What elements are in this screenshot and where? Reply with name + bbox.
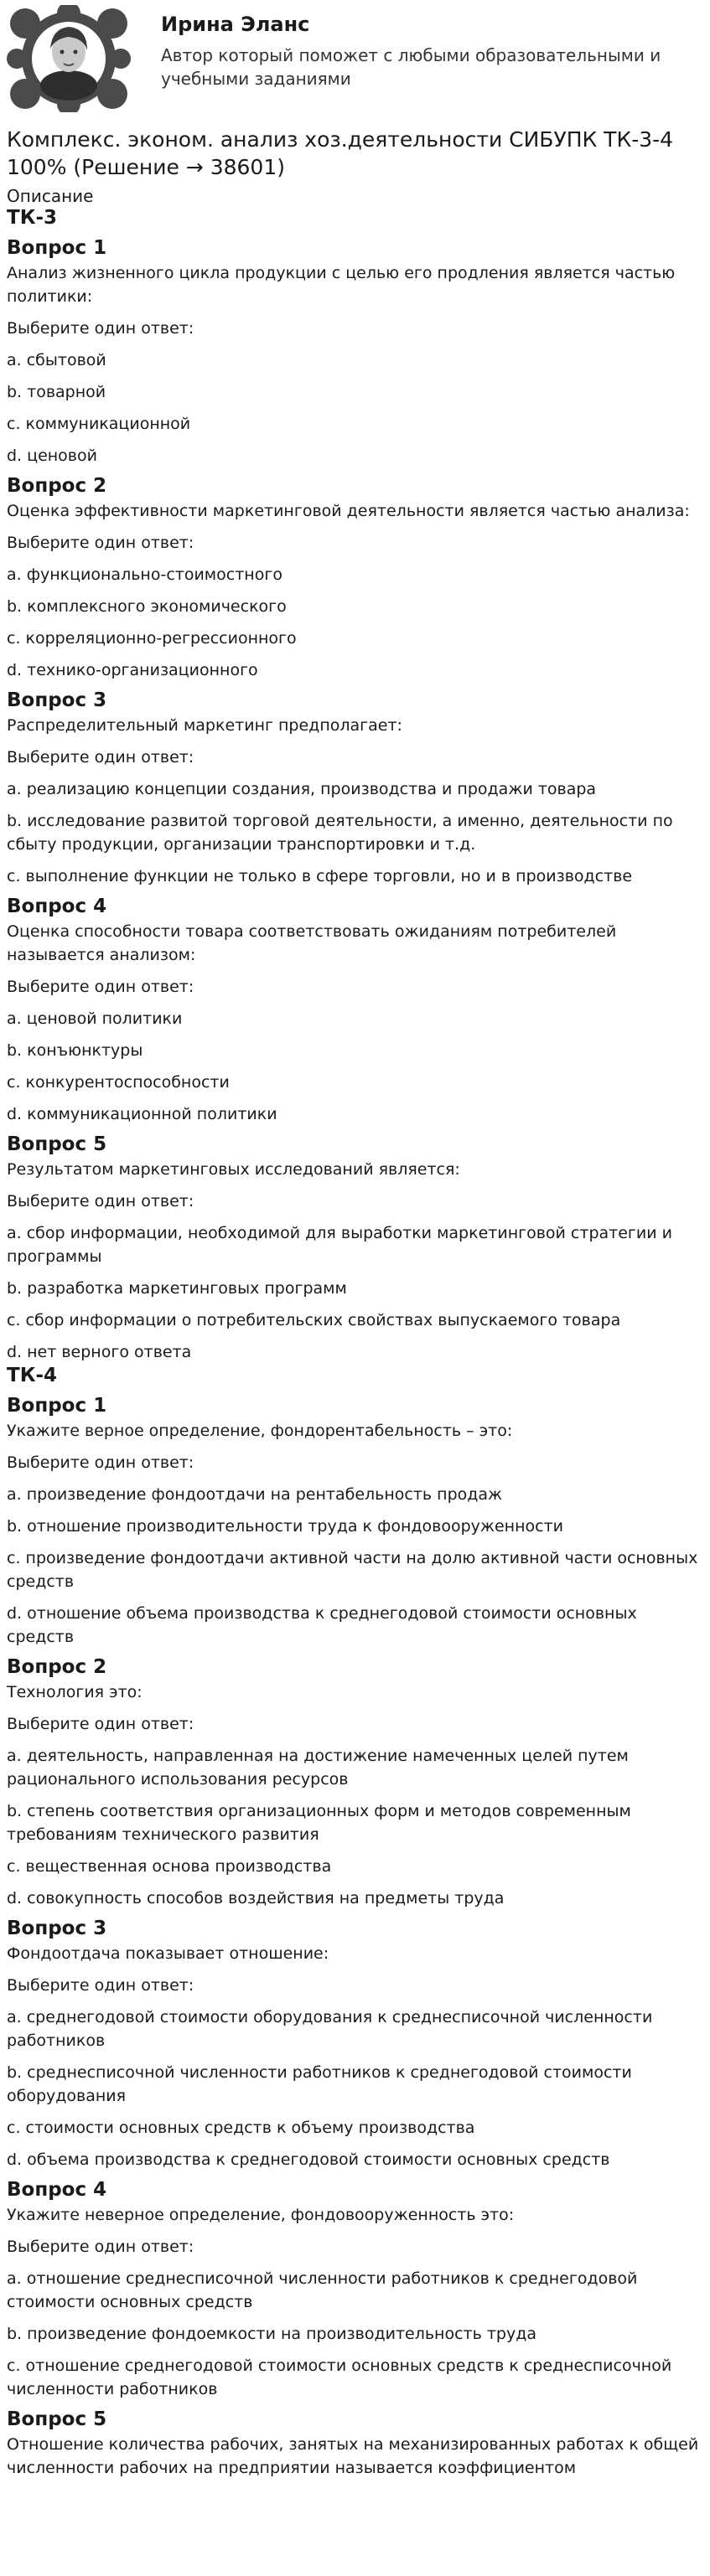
question-text: Укажите неверное определение, фондовооруженность это: <box>7 2206 515 2224</box>
answer-option: b. степень соответствия организационных форм и методов современным требованиям технического развития <box>7 1802 631 1844</box>
question-title: Вопрос 2 <box>7 1656 107 1678</box>
answer-option: b. отношение производительности труда к фондовооруженности <box>7 1517 564 1536</box>
avatar-image <box>7 5 131 112</box>
answer-prompt: Выберите один ответ: <box>7 1192 194 1211</box>
answer-option: d. коммуникационной политики <box>7 1105 277 1123</box>
answer-option: b. товарной <box>7 383 106 401</box>
question-title: Вопрос 5 <box>7 2408 107 2430</box>
answer-option: b. комплексного экономического <box>7 597 287 616</box>
answer-prompt: Выберите один ответ: <box>7 748 194 767</box>
section <box>7 1364 702 2480</box>
question <box>7 1133 702 1364</box>
author-description: Автор который поможет с любыми образовательными и учебными заданиями <box>161 45 661 89</box>
question-text: Анализ жизненного цикла продукции с целью его продления является частью политики: <box>7 264 676 306</box>
answer-options <box>7 777 702 888</box>
answer-option: a. сбор информации, необходимой для выработки маркетинговой стратегии и программы <box>7 1224 672 1266</box>
answer-option: b. произведение фондоемкости на производительность труда <box>7 2325 537 2343</box>
question <box>7 2178 702 2401</box>
answer-option: c. конкурентоспособности <box>7 1073 230 1092</box>
question-text: Результатом маркетинговых исследований является: <box>7 1160 460 1179</box>
question-title: Вопрос 4 <box>7 896 107 917</box>
answer-options <box>7 348 702 467</box>
answer-option: c. стоимости основных средств к объему производства <box>7 2119 475 2137</box>
section-heading: ТК-4 <box>7 1365 58 1386</box>
answer-option: a. среднегодовой стоимости оборудования к среднесписочной численности работников <box>7 2008 653 2050</box>
answer-prompt: Выберите один ответ: <box>7 319 194 338</box>
answer-option: c. отношение среднегодовой стоимости основных средств к среднесписочной численности работников <box>7 2357 672 2398</box>
question-title: Вопрос 4 <box>7 2179 107 2201</box>
answer-option: a. произведение фондоотдачи на рентабельность продаж <box>7 1485 503 1504</box>
author-block <box>7 5 702 114</box>
question <box>7 689 702 888</box>
answer-option: c. сбор информации о потребительских свойствах выпускаемого товара <box>7 1311 621 1329</box>
question-text: Отношение количества рабочих, занятых на механизированных работах к общей численности рабочих на предприятии называется коэффициентом <box>7 2435 699 2477</box>
answer-option: b. исследование развитой торговой деятельности, а именно, деятельности по сбыту продукции, организации транспортировки и т.д. <box>7 812 673 854</box>
answer-options <box>7 1744 702 1910</box>
answer-option: d. ценовой <box>7 447 97 465</box>
answer-option: d. совокупность способов воздействия на предметы труда <box>7 1889 505 1907</box>
answer-option: a. отношение среднесписочной численности работников к среднегодовой стоимости основных средств <box>7 2269 638 2311</box>
answer-prompt: Выберите один ответ: <box>7 1453 194 1472</box>
section <box>7 206 702 1364</box>
answer-option: d. объема производства к среднегодовой стоимости основных средств <box>7 2150 610 2169</box>
answer-option: b. конъюнктуры <box>7 1041 143 1060</box>
answer-prompt: Выберите один ответ: <box>7 1976 194 1995</box>
question-text: Технология это: <box>7 1683 143 1701</box>
answer-option: a. сбытовой <box>7 351 106 369</box>
answer-option: c. выполнение функции не только в сфере торговли, но и в производстве <box>7 867 633 885</box>
answer-option: c. произведение фондоотдачи активной части на долю активной части основных средств <box>7 1549 698 1591</box>
answer-options <box>7 2006 702 2171</box>
author-info <box>161 5 664 90</box>
answer-option: b. среднесписочной численности работников к среднегодовой стоимости оборудования <box>7 2063 632 2105</box>
document-title: Комплекс. эконом. анализ хоз.деятельности СИБУПК ТК-3-4 100% (Решение → 38601) <box>7 127 674 179</box>
answer-option: c. коммуникационной <box>7 415 191 433</box>
question-text: Оценка способности товара соответствовать ожиданиям потребителей называется анализом: <box>7 922 617 964</box>
answer-option: d. отношение объема производства к среднегодовой стоимости основных средств <box>7 1604 637 1646</box>
answer-option: d. нет верного ответа <box>7 1343 192 1361</box>
answer-prompt: Выберите один ответ: <box>7 2238 194 2256</box>
question <box>7 1394 702 1649</box>
question-text: Укажите верное определение, фондорентабельность – это: <box>7 1422 513 1440</box>
answer-options <box>7 1007 702 1126</box>
question <box>7 2408 702 2480</box>
answer-option: b. разработка маркетинговых программ <box>7 1279 347 1298</box>
question-title: Вопрос 3 <box>7 1918 107 1939</box>
answer-options <box>7 1483 702 1649</box>
answer-options <box>7 1221 702 1364</box>
answer-option: a. реализацию концепции создания, производства и продажи товара <box>7 780 597 798</box>
question-title: Вопрос 5 <box>7 1133 107 1155</box>
answer-options <box>7 2267 702 2401</box>
answer-option: c. вещественная основа производства <box>7 1857 332 1876</box>
question <box>7 1655 702 1910</box>
description-label: Описание <box>7 186 94 206</box>
question-text: Фондоотдача показывает отношение: <box>7 1944 329 1963</box>
question <box>7 895 702 1126</box>
question-title: Вопрос 3 <box>7 689 107 711</box>
question-title: Вопрос 2 <box>7 475 107 497</box>
sections-container <box>7 206 702 2480</box>
avatar[interactable] <box>7 5 131 112</box>
question <box>7 236 702 467</box>
question <box>7 474 702 682</box>
question-title: Вопрос 1 <box>7 1395 107 1417</box>
answer-option: a. функционально-стоимостного <box>7 565 282 584</box>
answer-prompt: Выберите один ответ: <box>7 534 194 552</box>
author-name[interactable]: Ирина Эланс <box>161 13 310 36</box>
question-text: Оценка эффективности маркетинговой деятельности является частью анализа: <box>7 502 690 520</box>
answer-prompt: Выберите один ответ: <box>7 1715 194 1733</box>
answer-prompt: Выберите один ответ: <box>7 978 194 996</box>
answer-option: d. технико-организационного <box>7 661 258 679</box>
section-heading: ТК-3 <box>7 207 58 229</box>
answer-option: a. ценовой политики <box>7 1009 183 1028</box>
question-title: Вопрос 1 <box>7 237 107 259</box>
question <box>7 1917 702 2171</box>
answer-options <box>7 563 702 682</box>
question-text: Распределительный маркетинг предполагает: <box>7 716 402 735</box>
answer-option: a. деятельность, направленная на достижение намеченных целей путем рационального использования ресурсов <box>7 1747 629 1789</box>
answer-option: c. корреляционно-регрессионного <box>7 629 297 648</box>
